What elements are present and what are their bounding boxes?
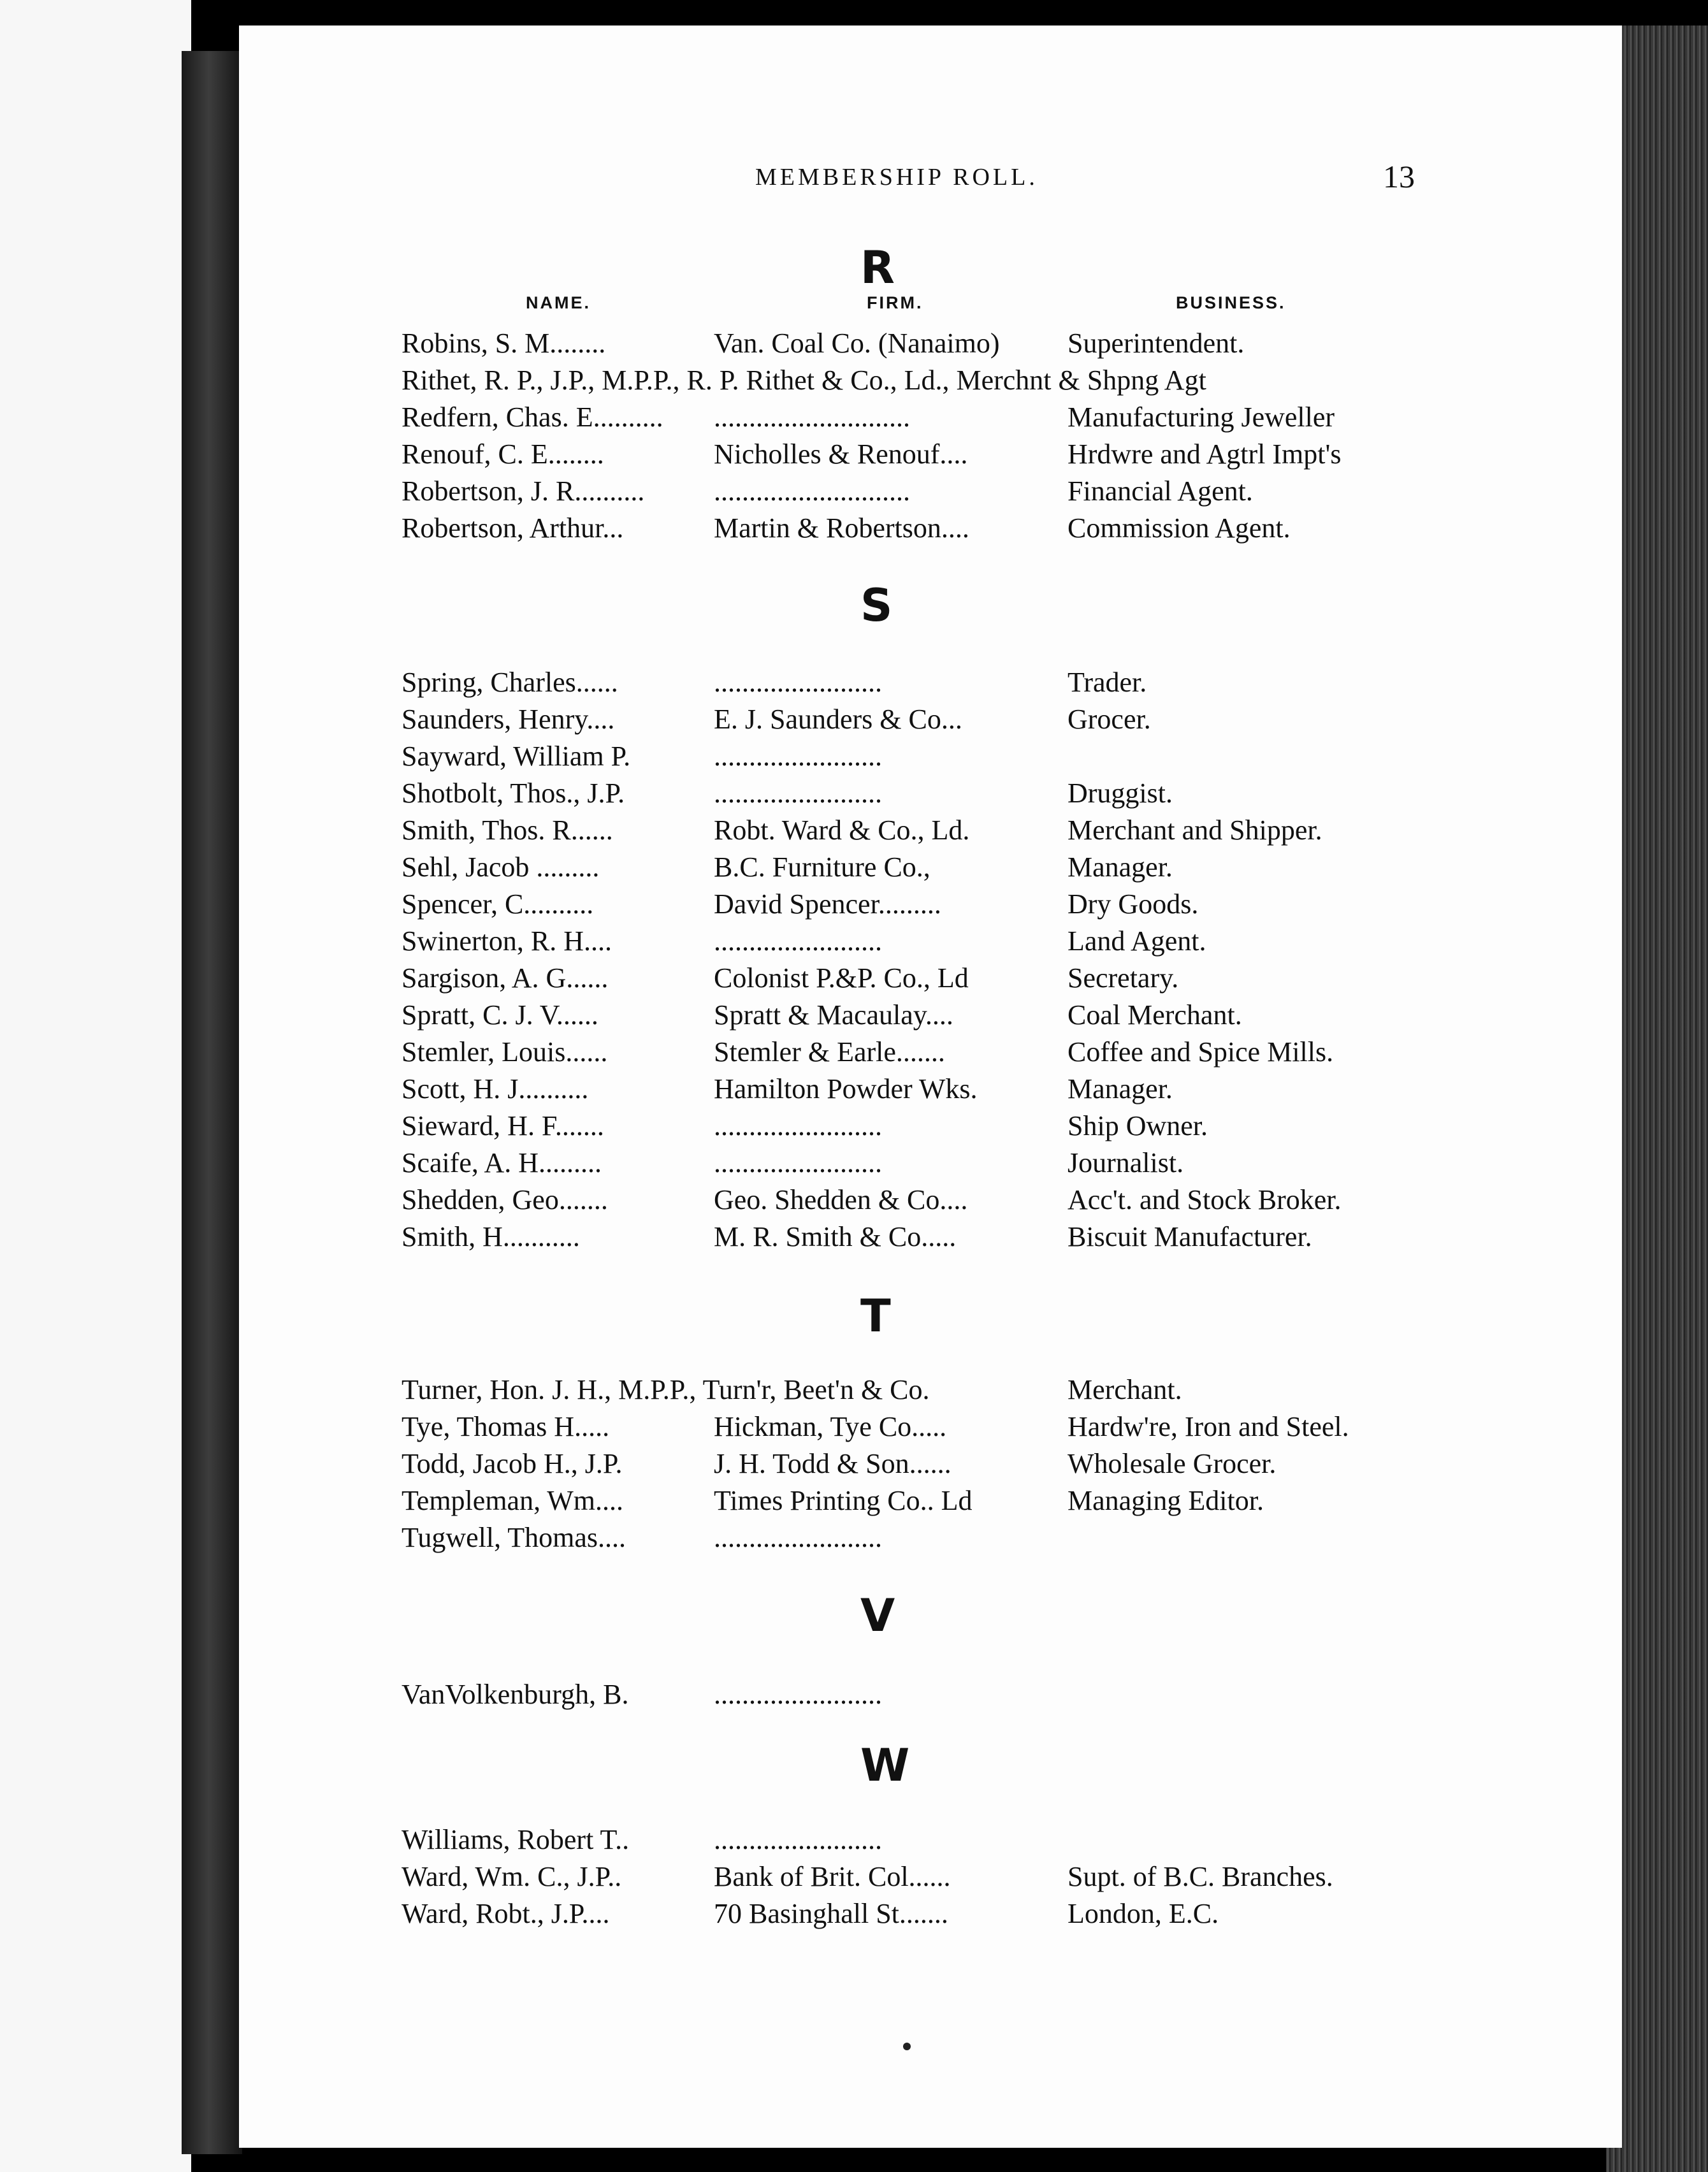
entry-firm: Martin & Robertson.... <box>714 512 969 544</box>
printer-mark <box>903 2043 911 2050</box>
entry-name: Robertson, Arthur... <box>402 512 624 544</box>
entry-firm: Nicholles & Renouf.... <box>714 438 968 470</box>
entry-row <box>402 1219 1549 1256</box>
entry-row <box>402 1145 1549 1182</box>
entry-business: Wholesale Grocer. <box>1068 1448 1277 1479</box>
entry-row <box>402 325 1549 362</box>
entry-name: Ward, Robt., J.P.... <box>402 1898 610 1929</box>
entry-name: Spring, Charles...... <box>402 667 618 698</box>
entry-name: Spencer, C.......... <box>402 888 594 920</box>
entry-business: Superintendent. <box>1068 328 1245 359</box>
entry-row <box>402 362 1549 399</box>
entry-row <box>402 886 1549 923</box>
entry-firm: ........................ <box>714 1110 882 1141</box>
entry-row <box>402 1519 1549 1556</box>
entry-name: Ward, Wm. C., J.P.. <box>402 1861 622 1892</box>
entry-name: Turner, Hon. J. H., M.P.P., Turn'r, Beet'n & Co. <box>402 1374 930 1405</box>
entry-row <box>402 812 1549 849</box>
entry-firm: M. R. Smith & Co..... <box>714 1221 957 1252</box>
section-letter-v: V <box>860 1589 895 1642</box>
entry-row <box>402 701 1549 738</box>
entry-row <box>402 775 1549 812</box>
entry-firm: ........................ <box>714 741 882 772</box>
entry-name: Shedden, Geo....... <box>402 1184 608 1215</box>
entry-business: Manager. <box>1068 851 1173 883</box>
entry-name: Spratt, C. J. V...... <box>402 999 598 1031</box>
section-letter-r: R <box>860 242 895 294</box>
entry-firm: Geo. Shedden & Co.... <box>714 1184 968 1215</box>
entry-row <box>402 1034 1549 1071</box>
entry-firm: Hamilton Powder Wks. <box>714 1073 978 1104</box>
entry-firm: ........................ <box>714 667 882 698</box>
entry-business: Secretary. <box>1068 962 1179 994</box>
entry-firm: ........................ <box>714 778 882 809</box>
entry-business: Hardw're, Iron and Steel. <box>1068 1411 1349 1442</box>
page-number: 13 <box>1383 159 1415 194</box>
section-letter-t: T <box>860 1290 891 1342</box>
entry-business: Trader. <box>1068 667 1147 698</box>
entry-name: Smith, H........... <box>402 1221 580 1252</box>
entry-name: Templeman, Wm.... <box>402 1485 624 1516</box>
entry-firm: ........................ <box>714 1147 882 1178</box>
entry-row <box>402 923 1549 960</box>
entry-business: Ship Owner. <box>1068 1110 1208 1141</box>
entry-business: Manufacturing Jeweller <box>1068 402 1335 433</box>
entry-row <box>402 436 1549 473</box>
entry-firm: ........................ <box>714 1824 882 1855</box>
entry-name: Tugwell, Thomas.... <box>402 1522 626 1553</box>
book-gutter <box>182 51 242 2154</box>
entry-row <box>402 1408 1549 1445</box>
section-letter-s: S <box>860 579 893 632</box>
entry-name: Saunders, Henry.... <box>402 704 615 735</box>
entry-business: Commission Agent. <box>1068 512 1291 544</box>
entry-business: Dry Goods. <box>1068 888 1199 920</box>
entry-name: Smith, Thos. R...... <box>402 814 613 846</box>
entry-firm: ............................ <box>714 475 910 507</box>
entry-firm: David Spencer......... <box>714 888 941 920</box>
entry-row <box>402 1182 1549 1219</box>
entry-business: Coffee and Spice Mills. <box>1068 1036 1334 1068</box>
entry-business: Hrdwre and Agtrl Impt's <box>1068 438 1342 470</box>
entry-firm: E. J. Saunders & Co... <box>714 704 962 735</box>
column-header-name: NAME. <box>526 293 591 312</box>
entry-row <box>402 1858 1549 1895</box>
entry-name: Swinerton, R. H.... <box>402 925 612 957</box>
page <box>239 25 1622 2148</box>
entry-name: Sieward, H. F....... <box>402 1110 604 1141</box>
entry-firm: Stemler & Earle....... <box>714 1036 945 1068</box>
entry-business: Managing Editor. <box>1068 1485 1264 1516</box>
entry-row <box>402 1895 1549 1932</box>
entry-firm: Spratt & Macaulay.... <box>714 999 953 1031</box>
entry-business: Supt. of B.C. Branches. <box>1068 1861 1333 1892</box>
entry-row <box>402 1676 1549 1713</box>
entry-firm: Colonist P.&P. Co., Ld <box>714 962 969 994</box>
entry-firm: ........................ <box>714 1679 882 1710</box>
entry-business: Merchant and Shipper. <box>1068 814 1322 846</box>
entry-row <box>402 1071 1549 1108</box>
entry-row <box>402 1372 1549 1408</box>
entry-firm: B.C. Furniture Co., <box>714 851 930 883</box>
entry-business: Journalist. <box>1068 1147 1184 1178</box>
entry-name: Sayward, William P. <box>402 741 631 772</box>
entry-business: Grocer. <box>1068 704 1151 735</box>
entry-business: Druggist. <box>1068 778 1173 809</box>
entry-row <box>402 510 1549 547</box>
entry-name: Rithet, R. P., J.P., M.P.P., R. P. Rithet & Co., Ld., Merchnt & Shpng Agt <box>402 365 1206 396</box>
entry-row <box>402 473 1549 510</box>
entry-name: Robins, S. M........ <box>402 328 606 359</box>
page-header <box>239 153 1622 204</box>
entry-row <box>402 997 1549 1034</box>
entry-name: Sehl, Jacob ......... <box>402 851 600 883</box>
entry-business: Acc't. and Stock Broker. <box>1068 1184 1342 1215</box>
entry-business: Financial Agent. <box>1068 475 1253 507</box>
entry-name: Robertson, J. R.......... <box>402 475 645 507</box>
entry-row <box>402 960 1549 997</box>
entry-row <box>402 1445 1549 1482</box>
entry-row <box>402 664 1549 701</box>
entry-firm: ........................ <box>714 1522 882 1553</box>
entry-firm: Robt. Ward & Co., Ld. <box>714 814 970 846</box>
facing-page <box>0 0 191 2172</box>
entry-firm: J. H. Todd & Son...... <box>714 1448 952 1479</box>
entry-name: Renouf, C. E........ <box>402 438 604 470</box>
entry-name: Tye, Thomas H..... <box>402 1411 610 1442</box>
entry-firm: Bank of Brit. Col...... <box>714 1861 951 1892</box>
entry-firm: 70 Basinghall St....... <box>714 1898 948 1929</box>
entry-firm: ............................ <box>714 402 910 433</box>
entry-name: Todd, Jacob H., J.P. <box>402 1448 623 1479</box>
section-letter-w: W <box>860 1739 910 1792</box>
entry-firm: Hickman, Tye Co..... <box>714 1411 947 1442</box>
entry-name: Scaife, A. H......... <box>402 1147 602 1178</box>
entry-name: VanVolkenburgh, B. <box>402 1679 629 1710</box>
running-title: MEMBERSHIP ROLL. <box>755 164 1038 191</box>
entry-firm: Van. Coal Co. (Nanaimo) <box>714 328 1000 359</box>
entry-name: Scott, H. J.......... <box>402 1073 589 1104</box>
column-header-firm: FIRM. <box>867 293 923 312</box>
entry-business: Merchant. <box>1068 1374 1182 1405</box>
entry-row <box>402 399 1549 436</box>
entry-name: Williams, Robert T.. <box>402 1824 630 1855</box>
entry-name: Redfern, Chas. E.......... <box>402 402 663 433</box>
entry-name: Shotbolt, Thos., J.P. <box>402 778 625 809</box>
entry-row <box>402 849 1549 886</box>
entry-name: Stemler, Louis...... <box>402 1036 608 1068</box>
entry-firm: Times Printing Co.. Ld <box>714 1485 973 1516</box>
entry-business: Coal Merchant. <box>1068 999 1242 1031</box>
entry-row <box>402 1821 1549 1858</box>
entry-business: London, E.C. <box>1068 1898 1219 1929</box>
entry-name: Sargison, A. G...... <box>402 962 609 994</box>
entry-row <box>402 738 1549 775</box>
entry-business: Manager. <box>1068 1073 1173 1104</box>
entry-row <box>402 1482 1549 1519</box>
entry-row <box>402 1108 1549 1145</box>
column-header-business: BUSINESS. <box>1176 293 1286 312</box>
entry-business: Land Agent. <box>1068 925 1206 957</box>
entry-business: Biscuit Manufacturer. <box>1068 1221 1312 1252</box>
entry-firm: ........................ <box>714 925 882 957</box>
